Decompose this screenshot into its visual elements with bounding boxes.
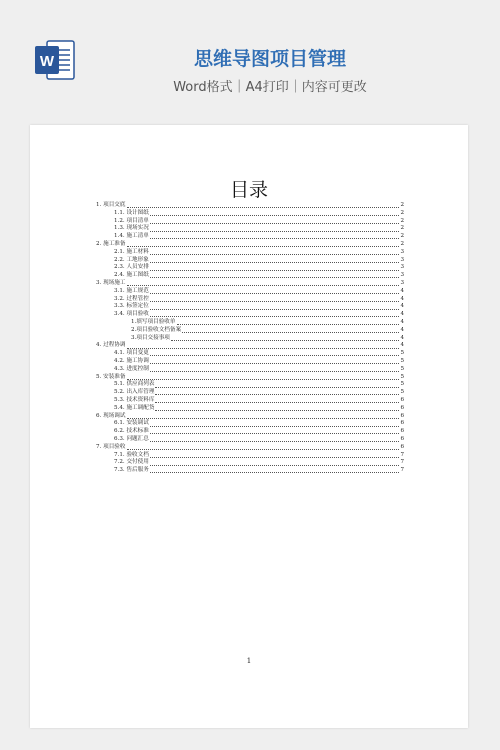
toc-leader-dots — [150, 457, 400, 458]
toc-leader-dots — [150, 223, 400, 224]
toc-entry-title: 2.项目验收文档备案 — [131, 326, 182, 333]
word-icon-letter: W — [39, 53, 55, 70]
toc-entry-page: 4 — [400, 311, 404, 318]
toc-entry[interactable] — [96, 249, 404, 257]
toc-entry-title: 3.2. 过程管控 — [114, 295, 149, 302]
toc-leader-dots — [150, 316, 400, 317]
toc-leader-dots — [127, 348, 400, 349]
toc-entry[interactable] — [96, 311, 404, 319]
toc-entry-page: 6 — [400, 443, 404, 450]
toc-leader-dots — [127, 379, 400, 380]
toc-entry-title: 5. 安装准备 — [96, 373, 126, 380]
toc-entry[interactable] — [96, 241, 404, 249]
toc-entry-title: 6.1. 安装调试 — [114, 420, 149, 427]
toc-leader-dots — [150, 355, 400, 356]
toc-leader-dots — [177, 324, 400, 325]
toc-entry-title: 3.1. 施工规范 — [114, 287, 149, 294]
toc-entry-page: 6 — [400, 435, 404, 442]
toc-entry-title: 4.2. 施工协调 — [114, 357, 149, 364]
toc-entry-page: 5 — [400, 350, 404, 357]
toc-entry[interactable] — [96, 264, 404, 272]
toc-entry[interactable] — [96, 467, 404, 475]
toc-entry[interactable] — [96, 303, 404, 311]
toc-leader-dots — [150, 433, 400, 434]
toc-entry-title: 4.1. 项目变更 — [114, 350, 149, 357]
page-number: 1 — [246, 657, 252, 665]
toc-entry-page: 6 — [400, 396, 404, 403]
table-of-contents — [96, 202, 404, 475]
toc-entry[interactable] — [96, 358, 404, 366]
toc-leader-dots — [150, 270, 400, 271]
toc-entry-page: 3 — [400, 279, 404, 286]
toc-leader-dots — [182, 332, 399, 333]
toc-leader-dots — [150, 262, 400, 263]
document-page — [30, 125, 468, 728]
toc-entry-title: 7.3. 售后服务 — [114, 467, 149, 474]
banner-title: 思维导图项目管理 — [193, 48, 346, 70]
toc-entry-page: 2 — [400, 233, 404, 240]
toc-leader-dots — [171, 340, 400, 341]
toc-leader-dots — [150, 363, 400, 364]
banner-subtitle: Word格式｜A4打印｜内容可更改 — [173, 80, 367, 95]
toc-entry[interactable] — [96, 210, 404, 218]
toc-leader-dots — [150, 309, 400, 310]
toc-entry-page: 4 — [400, 287, 404, 294]
toc-entry-title: 5.2. 出入库管理 — [114, 389, 155, 396]
toc-entry-title: 3.3. 标签定位 — [114, 303, 149, 310]
toc-entry-page: 6 — [400, 412, 404, 419]
toc-entry-title: 5.4. 施工调配货 — [114, 404, 155, 411]
toc-entry-title: 1.1. 设计图纸 — [114, 209, 149, 216]
toc-entry[interactable] — [96, 381, 404, 389]
toc-entry[interactable] — [96, 327, 404, 335]
toc-entry[interactable] — [96, 350, 404, 358]
toc-entry-page: 7 — [400, 467, 404, 474]
toc-entry-page: 7 — [400, 459, 404, 466]
toc-entry-page: 5 — [400, 357, 404, 364]
toc-entry-title: 1.4. 施工清单 — [114, 233, 149, 240]
toc-leader-dots — [155, 387, 399, 388]
toc-entry[interactable] — [96, 428, 404, 436]
toc-entry-title: 2.4. 施工图纸 — [114, 272, 149, 279]
toc-entry[interactable] — [96, 420, 404, 428]
toc-leader-dots — [150, 472, 400, 473]
toc-entry[interactable] — [96, 202, 404, 210]
toc-entry[interactable] — [96, 397, 404, 405]
toc-entry-page: 5 — [400, 373, 404, 380]
toc-entry[interactable] — [96, 366, 404, 374]
toc-entry-title: 2.2. 工地形象 — [114, 256, 149, 263]
toc-entry-page: 6 — [400, 404, 404, 411]
toc-entry-title: 7. 项目验收 — [96, 443, 126, 450]
toc-entry-title: 6.3. 问题汇总 — [114, 435, 149, 442]
toc-leader-dots — [155, 402, 399, 403]
toc-entry-page: 2 — [400, 240, 404, 247]
toc-entry-title: 2.1. 施工材料 — [114, 248, 149, 255]
header-banner — [0, 0, 500, 112]
toc-entry-page: 6 — [400, 420, 404, 427]
toc-entry-page: 6 — [400, 428, 404, 435]
toc-entry-page: 2 — [400, 202, 404, 208]
toc-entry-page: 5 — [400, 381, 404, 388]
toc-entry-page: 3 — [400, 248, 404, 255]
toc-leader-dots — [127, 246, 400, 247]
toc-entry-title: 2.3. 人员安排 — [114, 264, 149, 271]
toc-entry-page: 7 — [400, 451, 404, 458]
toc-leader-dots — [150, 371, 400, 372]
toc-entry[interactable] — [96, 342, 404, 350]
toc-leader-dots — [150, 301, 400, 302]
toc-leader-dots — [150, 426, 400, 427]
toc-entry-title: 7.1. 验收文档 — [114, 451, 149, 458]
toc-entry-page: 4 — [400, 326, 404, 333]
toc-entry[interactable] — [96, 436, 404, 444]
toc-entry-title: 6.2. 技术标准 — [114, 428, 149, 435]
toc-entry-title: 1. 项目交底 — [96, 202, 126, 208]
toc-entry[interactable] — [96, 280, 404, 288]
toc-entry-title: 1.2. 项目清单 — [114, 217, 149, 224]
toc-entry-title: 7.2. 交付使用 — [114, 459, 149, 466]
toc-leader-dots — [150, 238, 400, 239]
toc-entry-page: 4 — [400, 334, 404, 341]
toc-entry-title: 4.3. 进度控制 — [114, 365, 149, 372]
toc-entry-page: 3 — [400, 264, 404, 271]
toc-entry-page: 2 — [400, 209, 404, 216]
toc-entry[interactable] — [96, 444, 404, 452]
toc-leader-dots — [150, 441, 400, 442]
toc-leader-dots — [150, 215, 400, 216]
toc-title: 目录 — [229, 179, 268, 201]
toc-entry-page: 5 — [400, 389, 404, 396]
toc-leader-dots — [127, 285, 400, 286]
toc-entry-page: 2 — [400, 217, 404, 224]
toc-entry-page: 2 — [400, 225, 404, 232]
toc-entry-title: 3.项目交接事项 — [131, 334, 170, 341]
toc-entry[interactable] — [96, 233, 404, 241]
toc-entry[interactable] — [96, 272, 404, 280]
toc-entry[interactable] — [96, 288, 404, 296]
toc-leader-dots — [150, 277, 400, 278]
toc-leader-dots — [127, 418, 400, 419]
toc-entry-page: 3 — [400, 272, 404, 279]
toc-entry[interactable] — [96, 319, 404, 327]
toc-entry[interactable] — [96, 335, 404, 343]
toc-entry-page: 4 — [400, 295, 404, 302]
toc-entry-title: 5.3. 技术资料库 — [114, 396, 155, 403]
toc-entry-page: 5 — [400, 365, 404, 372]
toc-entry-page: 4 — [400, 342, 404, 349]
toc-entry-title: 4. 过程协调 — [96, 342, 126, 349]
toc-leader-dots — [127, 449, 400, 450]
toc-leader-dots — [150, 254, 400, 255]
toc-entry-title: 3.4. 项目验收 — [114, 311, 149, 318]
toc-leader-dots — [150, 465, 400, 466]
toc-entry-title: 6. 现场调试 — [96, 412, 126, 419]
toc-entry[interactable] — [96, 459, 404, 467]
toc-entry-title: 1.3. 现场实况 — [114, 225, 149, 232]
toc-leader-dots — [127, 207, 400, 208]
toc-entry-page: 3 — [400, 256, 404, 263]
toc-entry-title: 1.填写项目验收单 — [131, 318, 176, 325]
toc-entry-page: 4 — [400, 318, 404, 325]
toc-leader-dots — [150, 231, 400, 232]
toc-leader-dots — [150, 293, 400, 294]
toc-entry[interactable] — [96, 405, 404, 413]
toc-entry[interactable] — [96, 389, 404, 397]
toc-entry-title: 2. 施工准备 — [96, 240, 126, 247]
toc-leader-dots — [155, 410, 399, 411]
toc-entry-title: 5.1. 供应商列表 — [114, 381, 155, 388]
toc-entry-title: 3. 现场施工 — [96, 279, 126, 286]
toc-leader-dots — [155, 394, 399, 395]
toc-entry-page: 4 — [400, 303, 404, 310]
